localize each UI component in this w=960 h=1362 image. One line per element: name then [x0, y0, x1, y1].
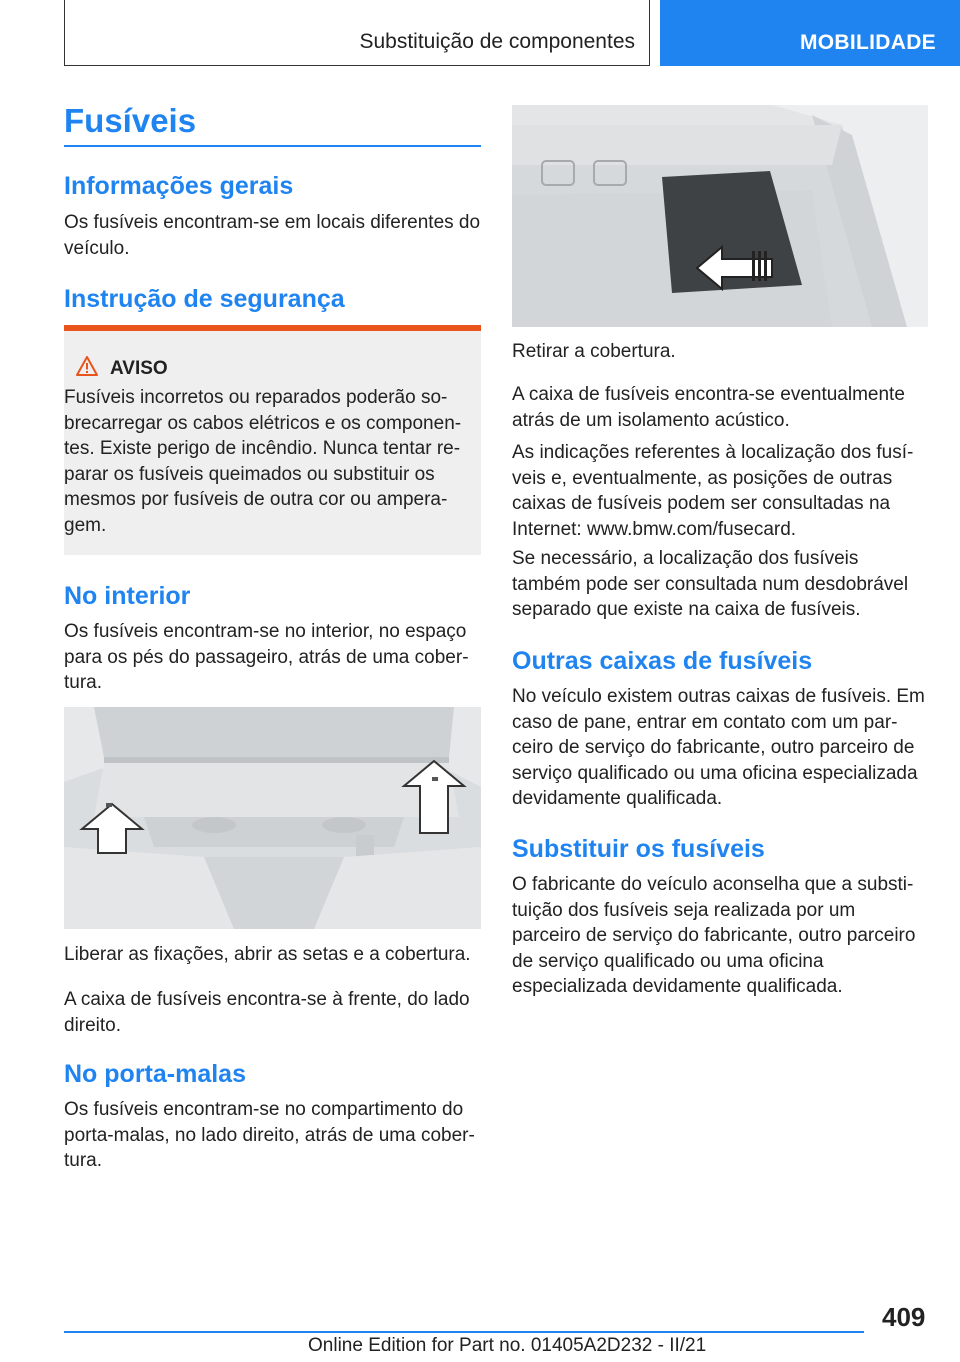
figure-interior	[64, 707, 481, 929]
heading-other-boxes: Outras caixas de fusíveis	[512, 647, 813, 675]
paragraph-interior: Os fusíveis encontram-se no interior, no espaço para os pés do passageiro, atrás de uma cobertura.	[64, 621, 469, 693]
heading-safety: Instrução de segurança	[64, 285, 345, 313]
paragraph-replace: O fabricante do veículo aconselha que a substituição dos fusíveis seja realizada por um parceiro de serviço do fabricante, outro parceiro de serviço qualificado ou uma oficina especializada devidamente qualificada.	[512, 874, 916, 997]
heading-trunk: No porta-malas	[64, 1060, 246, 1088]
page-number: 409	[882, 1302, 926, 1332]
header-section	[64, 0, 650, 66]
caption-interior: Liberar as fixações, abrir as setas e a cobertura.	[64, 944, 471, 965]
paragraph-trunk: Os fusíveis encontram-se no compartimento do porta-malas, no lado direito, atrás de uma cobertura.	[64, 1099, 475, 1171]
caption-trunk: Retirar a cobertura.	[512, 341, 676, 362]
paragraph-trunk-leaflet: Se necessário, a localização dos fusíveis também pode ser consultada num desdobrável separado que existe na caixa de fusíveis.	[512, 548, 909, 620]
paragraph-other-boxes: No veículo existem outras caixas de fusíveis. Em caso de pane, entrar em contato com um parceiro de serviço do fabricante, outro parceiro de serviço qualificado ou uma oficina especializada devidamente qualificada.	[512, 686, 925, 809]
warning-box	[64, 325, 481, 555]
footer-rule	[64, 1331, 864, 1333]
warning-title: AVISO	[110, 358, 168, 379]
interior-illustration	[64, 707, 481, 929]
heading-interior: No interior	[64, 582, 191, 610]
trunk-illustration	[512, 105, 928, 327]
footer-edition: Online Edition for Part no. 01405A2D232 - II/21	[308, 1335, 707, 1356]
paragraph-interior-location: A caixa de fusíveis encontra-se à frente, do lado direito.	[64, 989, 470, 1036]
warning-icon	[76, 355, 98, 377]
header-tab-label: MOBILIDADE	[800, 31, 936, 54]
paragraph-trunk-internet: As indicações referentes à localização dos fusíveis e, eventualmente, as posições de outras caixas de fusíveis podem ser consultadas na Internet: www.bmw.com/fusecard.	[512, 442, 914, 540]
title-rule	[64, 145, 481, 147]
figure-trunk	[512, 105, 928, 327]
paragraph-general: Os fusíveis encontram-se em locais diferentes do veículo.	[64, 212, 481, 259]
header-section-title: Substituição de componentes	[359, 30, 635, 53]
heading-general: Informações gerais	[64, 172, 294, 200]
page-title: Fusíveis	[64, 102, 197, 139]
heading-replace: Substituir os fusíveis	[512, 835, 765, 863]
paragraph-trunk-insulation: A caixa de fusíveis encontra-se eventualmente atrás de um isolamento acústico.	[512, 384, 905, 431]
header-tab[interactable]	[660, 0, 960, 66]
warning-body: Fusíveis incorretos ou reparados poderão sobrecarregar os cabos elétricos e os componentes. Existe perigo de incêndio. Nunca tentar reparar os fusíveis queimados ou substituir os mesmos por fusíveis de outra cor ou amperagem.	[64, 387, 462, 536]
